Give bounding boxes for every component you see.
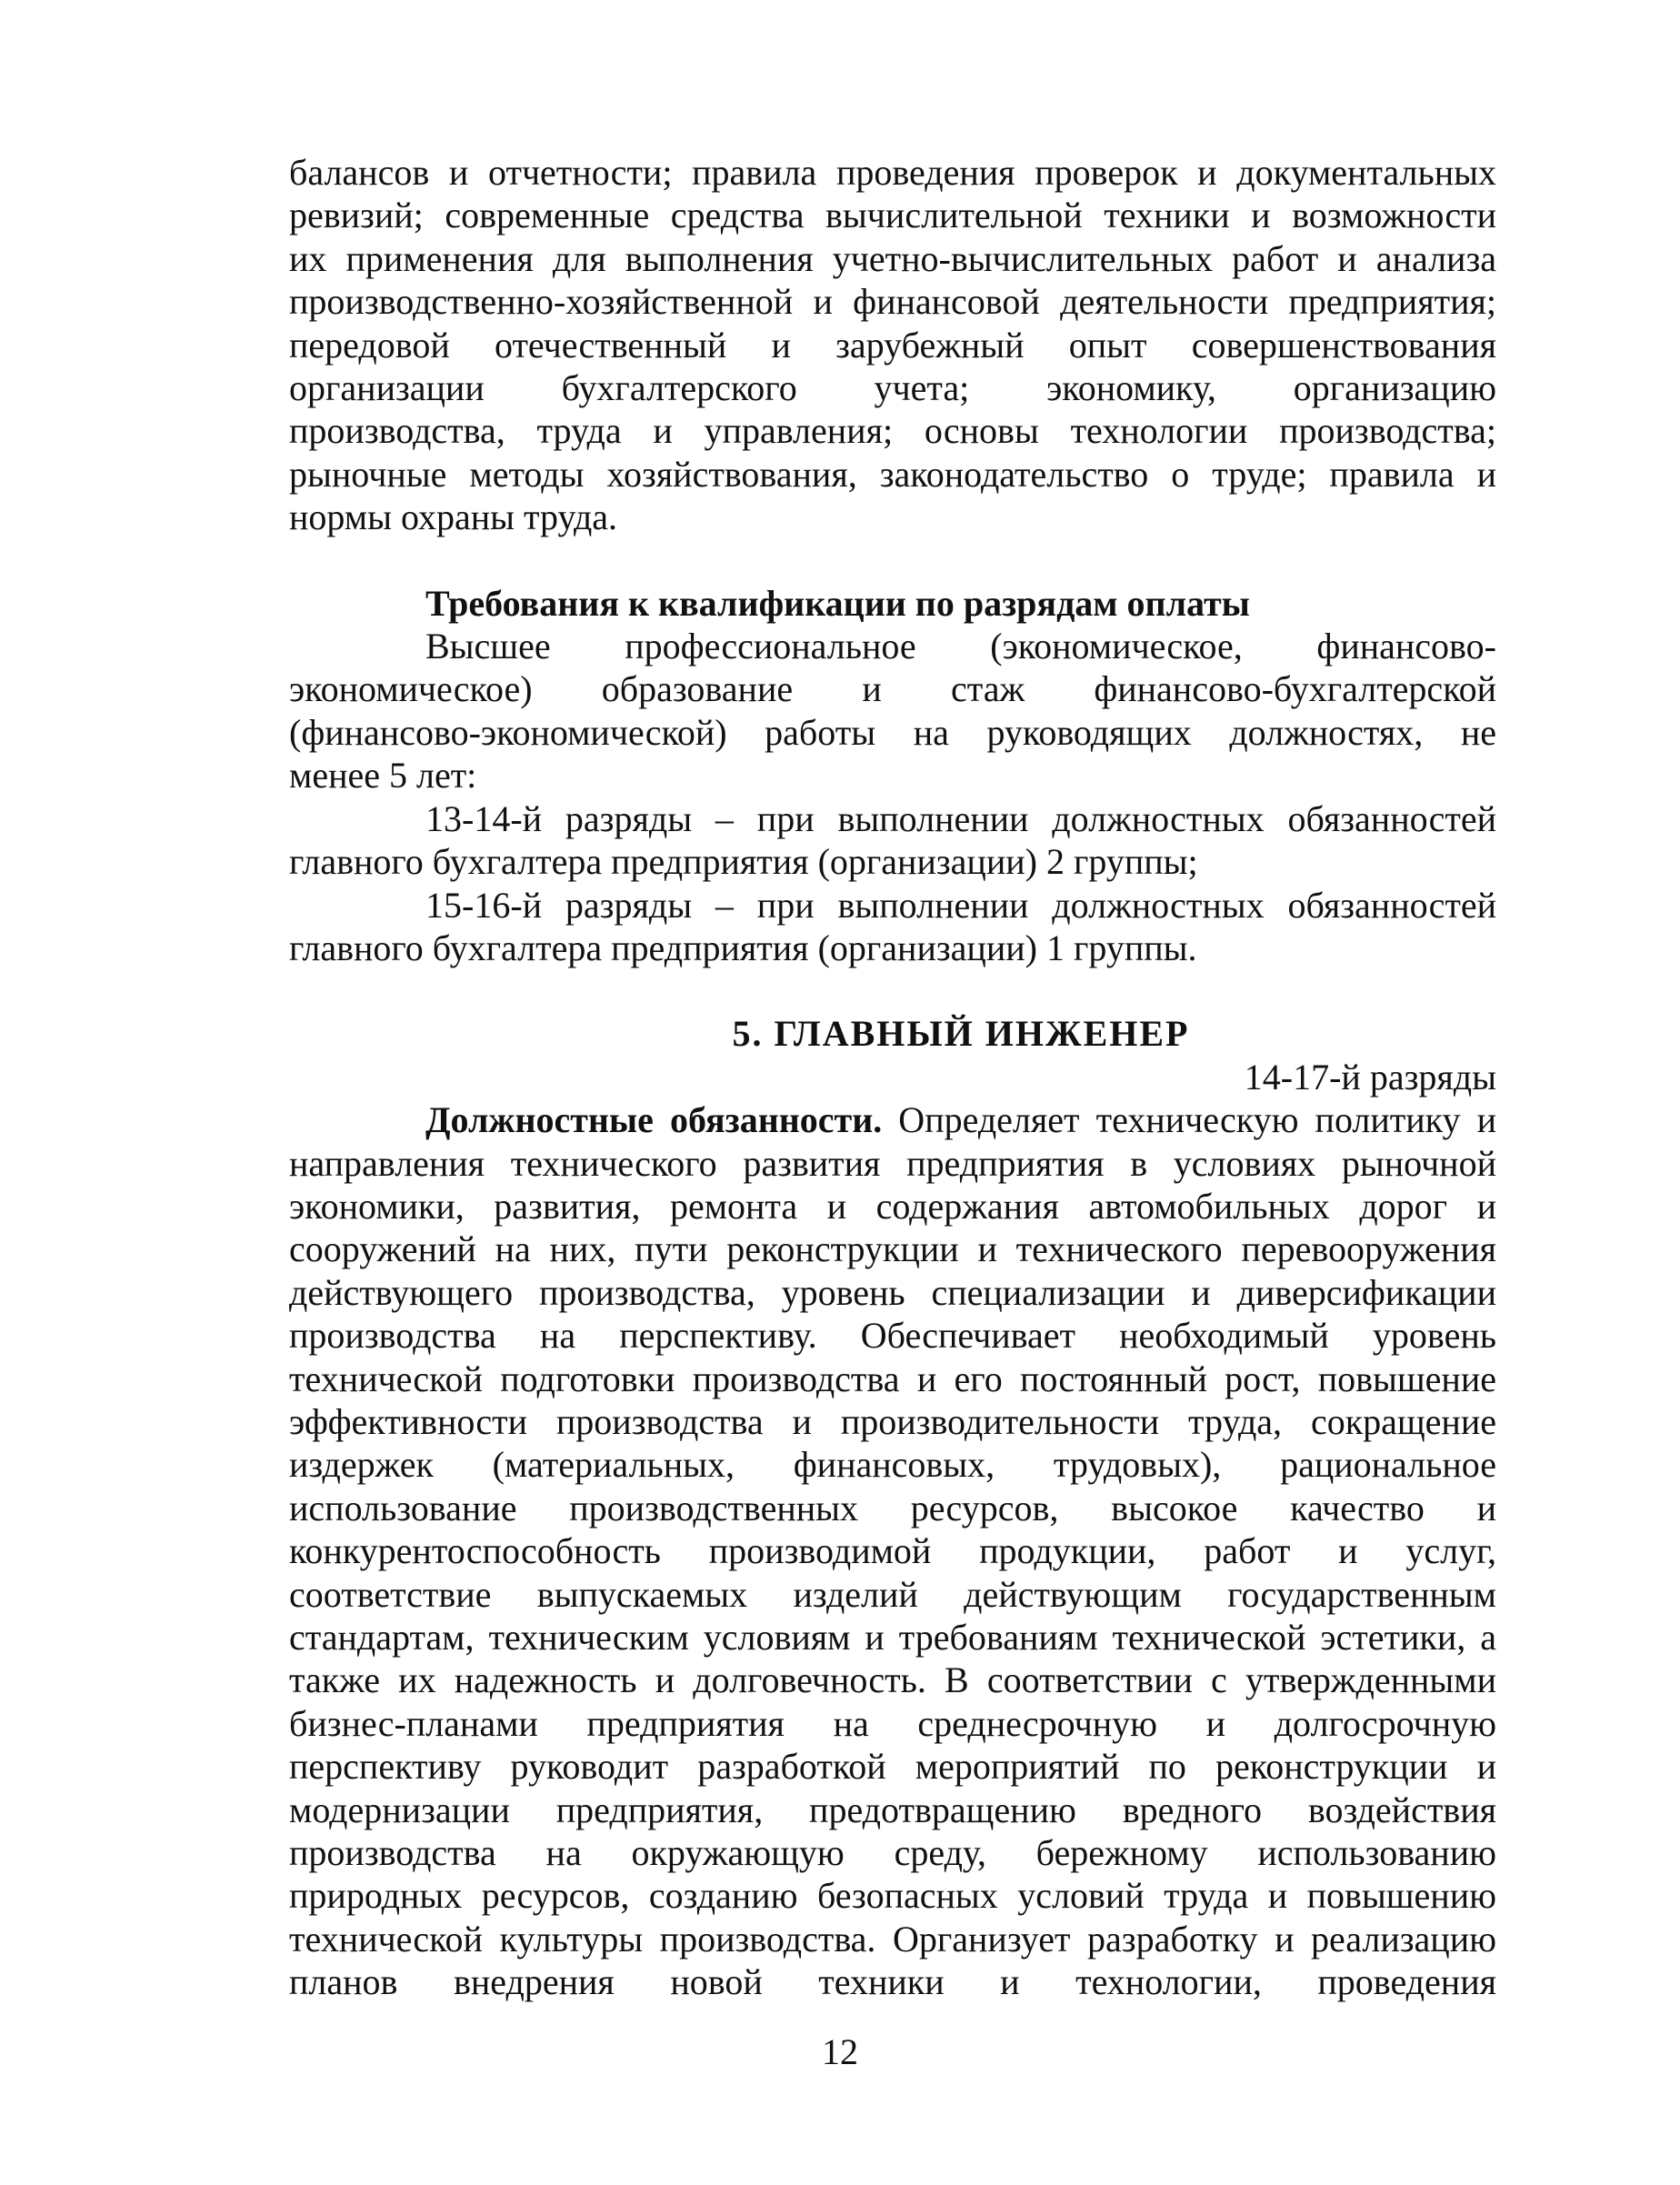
text-line: планов внедрения новой техники и технологии, проведения <box>289 1961 1496 2003</box>
text-line: Высшее профессиональное (экономическое, финансово- <box>425 626 1496 667</box>
text-line: производственно-хозяйственной и финансовой деятельности предприятия; <box>289 281 1496 323</box>
text-line: также их надежность и долговечность. В соответствии с утвержденными <box>289 1659 1496 1701</box>
text-line: конкурентоспособность производимой продукции, работ и услуг, <box>289 1530 1496 1572</box>
page-content <box>289 151 1496 2004</box>
text-line <box>289 1098 1496 1141</box>
page-number: 12 <box>822 2031 858 2072</box>
text-line: использование производственных ресурсов, высокое качество и <box>289 1487 1496 1528</box>
duties-paragraph <box>289 1098 1496 2004</box>
text-line: издержек (материальных, финансовых, трудовых), рациональное <box>289 1444 1496 1486</box>
text-line: рыночные методы хозяйствования, законодательство о труде; правила и <box>289 453 1496 495</box>
text-line: передовой отечественный и зарубежный опыт совершенствования <box>289 324 1496 366</box>
text-line: 15-16-й разряды – при выполнении должностных обязанностей <box>425 884 1496 926</box>
text-line: модернизации предприятия, предотвращению вредного воздействия <box>289 1789 1496 1830</box>
section-title: 5. ГЛАВНЫЙ ИНЖЕНЕР <box>732 1013 1190 1055</box>
grade-15-16-paragraph <box>289 884 1496 970</box>
text-line: экономики, развития, ремонта и содержания автомобильных дорог и <box>289 1185 1496 1227</box>
text-line: производства на окружающую среду, бережному использованию <box>289 1832 1496 1874</box>
text-line: эффективности производства и производительности труда, сокращение <box>289 1400 1496 1442</box>
text-line: стандартам, техническим условиям и требованиям технической эстетики, а <box>289 1617 1496 1658</box>
qualification-paragraph <box>289 625 1496 797</box>
text-line: действующего производства, уровень специализации и диверсификации <box>289 1271 1496 1313</box>
text-line: соответствие выпускаемых изделий действующим государственным <box>289 1573 1496 1615</box>
qualification-heading: Требования к квалификации по разрядам оплаты <box>425 582 1250 624</box>
text-line: (финансово-экономической) работы на руководящих должностях, не <box>289 711 1496 753</box>
text-line: балансов и отчетности; правила проведения проверок и документальных <box>289 152 1496 193</box>
text-line: направления технического развития предприятия в условиях рыночной <box>289 1142 1496 1184</box>
text-line: главного бухгалтера предприятия (организации) 2 группы; <box>289 841 1198 883</box>
text-line: организации бухгалтерского учета; экономику, организацию <box>289 367 1496 409</box>
text-line: производства, труда и управления; основы технологии производства; <box>289 410 1496 452</box>
text-line: перспективу руководит разработкой мероприятий по реконструкции и <box>289 1746 1496 1788</box>
text-line: бизнес-планами предприятия на среднесрочную и долгосрочную <box>289 1702 1496 1744</box>
text-line: технической культуры производства. Организует разработку и реализацию <box>289 1918 1496 1959</box>
text-line: технической подготовки производства и его постоянный рост, повышение <box>289 1358 1496 1399</box>
text-line: ревизий; современные средства вычислительной техники и возможности <box>289 195 1496 236</box>
text-line: природных ресурсов, созданию безопасных условий труда и повышению <box>289 1875 1496 1917</box>
duties-label: Должностные обязанности. <box>425 1099 883 1141</box>
section-grades: 14-17-й разряды <box>1244 1056 1496 1098</box>
text-line: 13-14-й разряды – при выполнении должностных обязанностей <box>425 797 1496 839</box>
text-line: главного бухгалтера предприятия (организации) 1 группы. <box>289 927 1197 968</box>
grade-13-14-paragraph <box>289 797 1496 884</box>
intro-paragraph <box>289 151 1496 539</box>
text-line: экономическое) образование и стаж финансово-бухгалтерской <box>289 668 1496 710</box>
text-line: менее 5 лет: <box>289 755 477 797</box>
text-line: производства на перспективу. Обеспечивает необходимый уровень <box>289 1315 1496 1357</box>
text-line: сооружений на них, пути реконструкции и технического перевооружения <box>289 1228 1496 1270</box>
text-line: их применения для выполнения учетно-вычислительных работ и анализа <box>289 237 1496 279</box>
text-line: нормы охраны труда. <box>289 496 618 538</box>
duties-first-line: Определяет техническую политику и <box>882 1099 1497 1141</box>
